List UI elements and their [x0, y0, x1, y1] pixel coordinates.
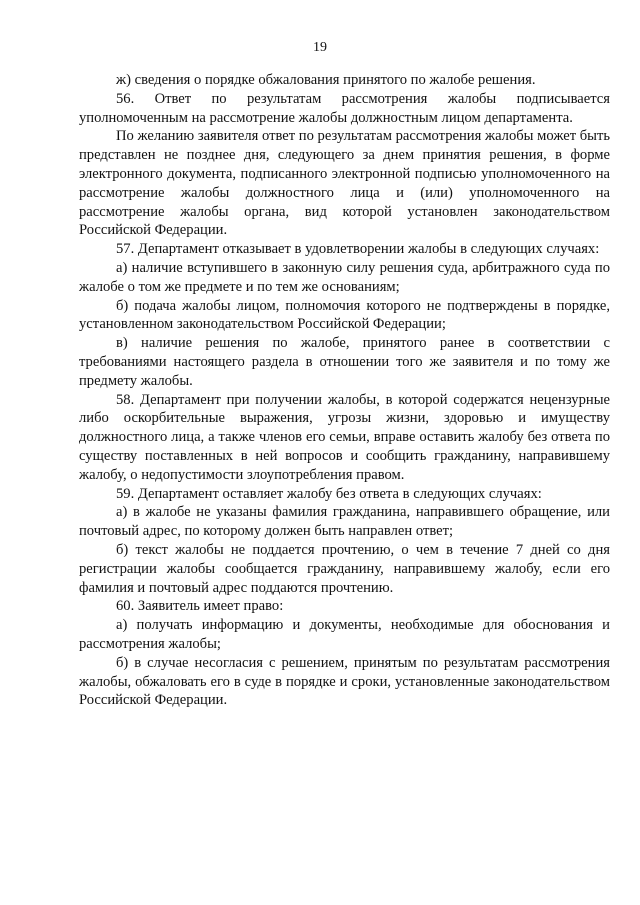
paragraph-60-a: а) получать информацию и документы, необходимые для обоснования и рассмотрения жалобы;	[79, 617, 610, 652]
paragraph-item-zh: ж) сведения о порядке обжалования принятого по жалобе решения.	[116, 72, 536, 88]
paragraph-59-b: б) текст жалобы не поддается прочтению, о чем в течение 7 дней со дня регистрации жалобы сообщается гражданину, направившему жалобу, если его фамилия и почтовый адрес поддаются прочтению.	[79, 541, 610, 596]
paragraph-59-a: а) в жалобе не указаны фамилия гражданина, направившего обращение, или почтовый адрес, по которому должен быть направлен ответ;	[79, 504, 610, 540]
paragraph-57-v: в) наличие решения по жалобе, принятого ранее в соответствии с требованиями настоящего раздела в отношении того же заявителя и по тому же предмету жалобы.	[79, 335, 610, 389]
paragraph-56-electronic-answer: По желанию заявителя ответ по результатам рассмотрения жалобы может быть представлен не позднее дня, следующего за днем принятия решения, в форме электронного документа, подписанного электронной подписью уполномоченного на рассмотрение жалобы должностного лица и (или) уполномоченного на рассмотрение жалобы органа, вид которой установлен законодательством Российской Федерации.	[79, 128, 610, 239]
paragraph-60-b: б) в случае несогласия с решением, принятым по результатам рассмотрения жалобы, обжаловать его в суде в порядке и сроки, установленные законодательством Российской Федерации.	[79, 654, 610, 709]
paragraph-57-b: б) подача жалобы лицом, полномочия которого не подтверждены в порядке, установленном законодательством Российской Федерации;	[79, 297, 610, 333]
paragraph-57-a: а) наличие вступившего в законную силу решения суда, арбитражного суда по жалобе о том же предмете и по тем же основаниям;	[79, 259, 610, 295]
paragraph-56: 56. Ответ по результатам рассмотрения жалобы подписывается уполномоченным на рассмотрение жалобы должностным лицом департамента.	[79, 90, 610, 126]
document-body	[79, 71, 610, 710]
paragraph-57: 57. Департамент отказывает в удовлетворении жалобы в следующих случаях:	[116, 241, 600, 258]
paragraph-58: 58. Департамент при получении жалобы, в которой содержатся нецензурные либо оскорбительные выражения, угрозы жизни, здоровью и имуществу должностного лица, а также членов его семьи, вправе оставить жалобу без ответа по существу поставленных в ней вопросов и сообщить гражданину, направившему жалобу, о недопустимости злоупотребления правом.	[79, 391, 610, 483]
paragraph-60: 60. Заявитель имеет право:	[116, 598, 284, 615]
page-number: 19	[313, 40, 327, 55]
paragraph-59: 59. Департамент оставляет жалобу без ответа в следующих случаях:	[116, 485, 542, 502]
